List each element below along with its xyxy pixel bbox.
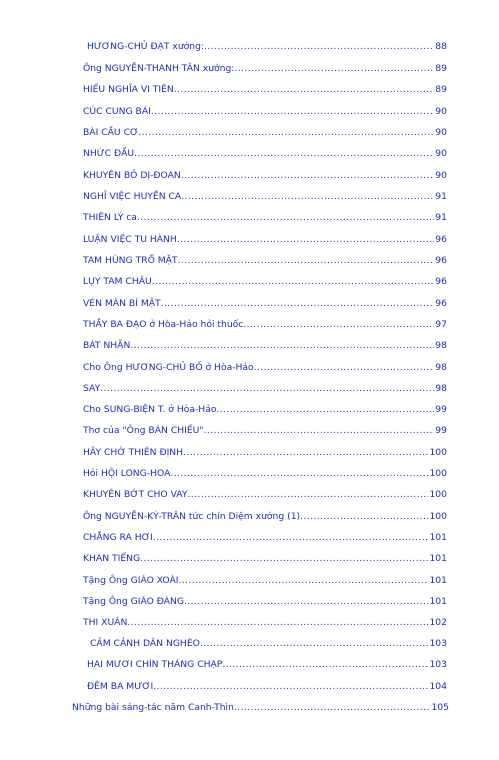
dot-leader [204,424,435,438]
toc-entry-title: THẦY BA ĐẠO ở Hòa-Hảo hỏi thuốc [83,319,244,330]
toc-entry-page: 90 [435,106,447,117]
toc-entry [83,574,447,588]
toc-entry-page: 103 [429,638,447,649]
toc-entry-page: 102 [429,617,447,628]
toc-entry [83,275,447,289]
toc-entry-title: Tặng Ông GIÁO XOÀI [83,575,179,586]
toc-entry-page: 101 [429,532,447,543]
toc-entry-title: Tặng Ông GIÁO ĐÀNG [83,596,184,607]
dot-leader [153,680,428,694]
toc-entry-title: Ông NGUYỄN-THANH TÂN xướng: [83,63,235,74]
dot-leader [183,446,428,460]
toc-entry-title: VÉN MÀN BÍ MẬT [83,298,161,309]
toc-entry [90,637,447,651]
toc-entry [87,680,447,694]
toc-entry-page: 104 [429,681,447,692]
toc-entry [72,701,449,715]
toc-entry [83,211,447,225]
toc-entry-page: 90 [435,170,447,181]
toc-entry [83,83,447,97]
toc-entry-title: HƯƠNG-CHỦ ĐẠT xướng: [87,41,205,52]
toc-entry-title: KHAN TIẾNG [83,553,141,564]
toc-entry-page: 90 [435,127,447,138]
dot-leader [174,83,434,97]
toc-entry-title: SAY [83,383,101,394]
toc-entry-page: 96 [435,234,447,245]
toc-entry [83,403,447,417]
dot-leader [161,297,435,311]
toc-entry-page: 91 [435,191,447,202]
toc-entry-page: 100 [429,511,447,522]
toc-entry-title: LỤY TAM CHÂU [83,276,152,287]
dot-leader [181,169,435,183]
toc-entry [83,595,447,609]
dot-leader [138,126,434,140]
toc-entry-page: 98 [435,340,447,351]
toc-entry [83,318,447,332]
toc-entry-title: BÀI CẦU CƠ [83,127,139,138]
toc-entry-title: THIÊN LÝ ca [83,212,137,223]
toc-entry [83,254,447,268]
toc-entry [83,382,447,396]
toc-entry [83,424,447,438]
toc-entry-page: 89 [435,63,447,74]
dot-leader [204,40,434,54]
toc-entry [83,126,447,140]
toc-entry-title: CÚC CUNG BÁI [83,106,151,117]
dot-leader [234,701,431,715]
toc-entry-title: Ông NGUYỄN-KỲ-TRÂN tức chín Diệm xướng (1) [83,511,301,522]
toc-entry-title: HIẾU NGHĨA VI TIÊN [83,84,174,95]
toc-entry-title: KHUYÊN BỚT CHO VAY [83,489,188,500]
dot-leader [243,318,434,332]
dot-leader [127,616,428,630]
toc-entry-title: HAI MƯƠI CHÍN THÁNG CHẠP [87,659,223,670]
dot-leader [222,658,428,672]
toc-entry-title: NHỨC ĐẦU [83,148,135,159]
toc-entry [83,467,447,481]
toc-entry-title: KHUYÊN BỎ DỊ-ĐOAN [83,170,181,181]
toc-entry-title: CHẲNG RA HƠI [83,532,153,543]
toc-entry [83,339,447,353]
dot-leader [200,637,429,651]
toc-entry-title: Thơ của "Ông BÁN CHIẾU" [83,425,204,436]
toc-entry [83,510,447,524]
toc-entry-page: 103 [429,659,447,670]
toc-entry-page: 99 [435,404,447,415]
toc-entry [83,62,447,76]
dot-leader [254,361,435,375]
toc-entry-page: 99 [435,425,447,436]
toc-entry-title: Những bài sáng-tác năm Canh-Thìn [72,702,234,713]
toc-entry-page: 101 [429,553,447,564]
toc-entry-page: 96 [435,255,447,266]
dot-leader [181,190,434,204]
toc-entry-title: BÁT NHÃN [83,340,131,351]
dot-leader [130,339,434,353]
toc-entry-title: Cho Ông HƯƠNG-CHỦ BỐ ở Hòa-Hảo [83,362,254,373]
toc-entry [83,361,447,375]
dot-leader [178,254,435,268]
dot-leader [177,233,434,247]
toc-entry-page: 101 [429,596,447,607]
toc-entry-page: 100 [429,468,447,479]
toc-entry-title: TAM HÙNG TRỔ MẶT [83,255,178,266]
dot-leader [184,595,428,609]
toc-entry [83,616,447,630]
toc-entry [87,40,447,54]
toc-entry-page: 98 [435,383,447,394]
dot-leader [137,211,434,225]
toc-entry-page: 100 [429,489,447,500]
toc-entry [83,297,447,311]
toc-entry [83,190,447,204]
dot-leader [100,382,434,396]
toc-entry [83,488,447,502]
dot-leader [300,510,428,524]
toc-entry [83,446,447,460]
toc-entry-page: 97 [435,319,447,330]
toc-entry-title: NGHĨ VIỆC HUYỀN CA [83,191,182,202]
toc-entry-page: 89 [435,84,447,95]
toc-entry-title: THI XUÂN [83,617,128,628]
toc-entry [83,233,447,247]
toc-entry-title: Cho SUNG-BIỆN T. ở Hòa-Hảo [83,404,217,415]
toc-entry-title: Hỏi HỘI LONG-HOA [83,468,171,479]
toc-entry-page: 101 [429,575,447,586]
toc-entry-page: 96 [435,298,447,309]
toc-entry-page: 98 [435,362,447,373]
dot-leader [140,552,428,566]
toc-entry-page: 88 [435,41,447,52]
toc-entry-title: LUẬN VIỆC TU HÀNH [83,234,177,245]
toc-entry [87,658,447,672]
dot-leader [170,467,428,481]
toc-entry-title: HÃY CHỜ THIÊN ĐỊNH [83,447,184,458]
toc-entry-title: ĐÊM BA MƯƠI [87,681,154,692]
toc-entry [83,105,447,119]
toc-entry-page: 100 [429,447,447,458]
dot-leader [187,488,428,502]
dot-leader [134,147,434,161]
toc-entry [83,147,447,161]
toc-entry-page: 96 [435,276,447,287]
toc-entry [83,531,447,545]
toc-entry-page: 91 [435,212,447,223]
toc-entry [83,169,447,183]
dot-leader [234,62,434,76]
dot-leader [216,403,434,417]
toc-entry-page: 105 [431,702,449,713]
toc-entry-title: CẢM CẢNH DÂN NGHÈO [90,638,200,649]
toc-entry [83,552,447,566]
dot-leader [151,105,434,119]
dot-leader [152,275,435,289]
toc-entry-page: 90 [435,148,447,159]
dot-leader [179,574,429,588]
dot-leader [153,531,429,545]
